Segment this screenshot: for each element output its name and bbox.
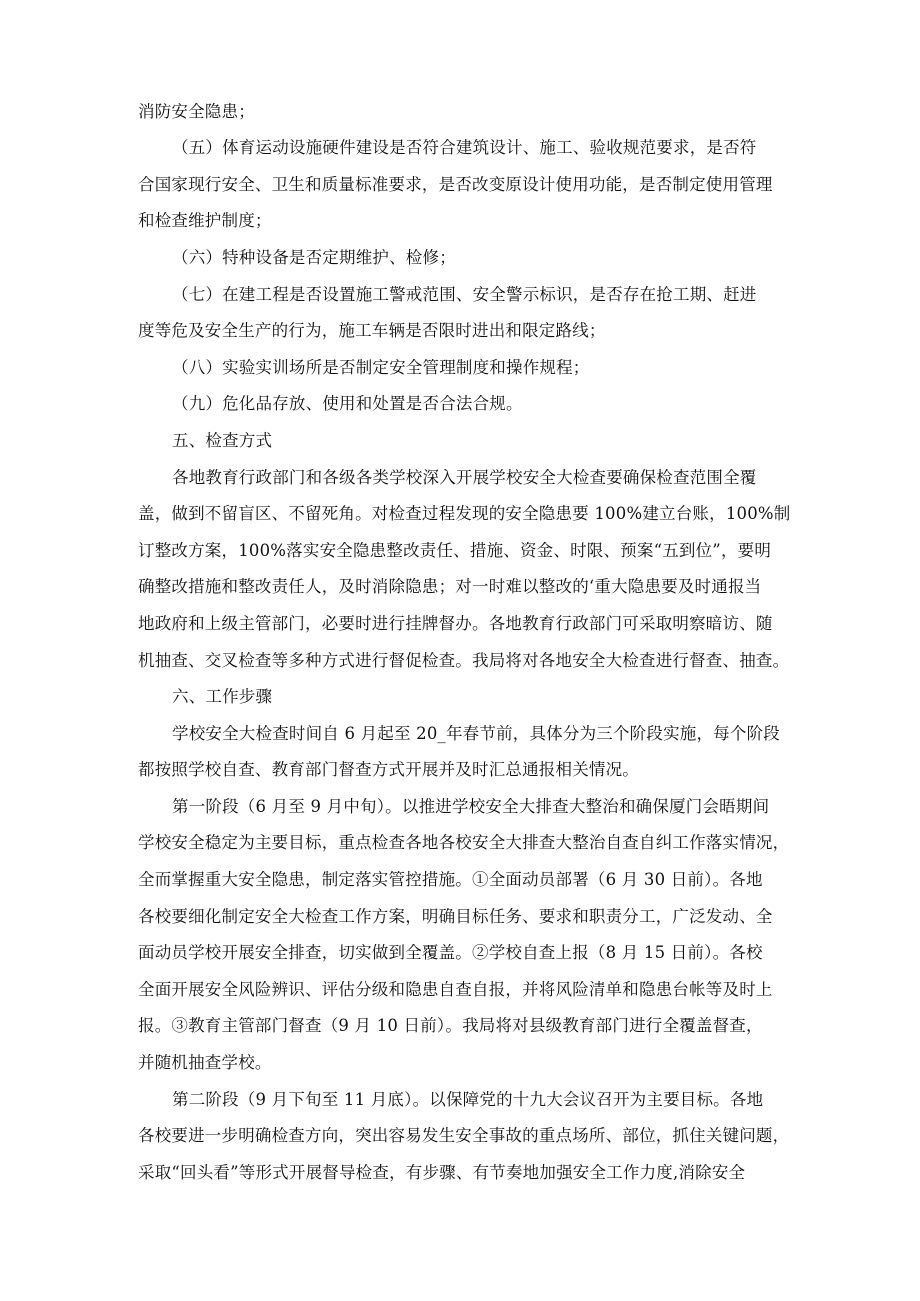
text-line: 学校安全大检查时间自 6 月起至 20_年春节前，具体分为三个阶段实施，每个阶段 [172, 724, 780, 743]
section-heading: 六、工作步骤 [172, 687, 273, 706]
text-line: 全面开展安全风险辨识、评估分级和隐患自查自报，并将风险清单和隐患台帐等及时上 [138, 980, 773, 999]
text-line: 采取“回头看”等形式开展督导检查，有步骤、有节奏地加强安全工作力度,消除安全 [138, 1163, 746, 1182]
section-heading: 五、检查方式 [172, 431, 273, 450]
text-line: 合国家现行安全、卫生和质量标准要求，是否改变原设计使用功能，是否制定使用管理 [138, 175, 773, 194]
text-line: 都按照学校自查、教育部门督查方式开展并及时汇总通报相关情况。 [138, 760, 639, 779]
text-line: 和检查维护制度； [138, 211, 272, 230]
text-line: 学校安全稳定为主要目标，重点检查各地各校安全大排查大整治自查自纠工作落实情况， [138, 833, 790, 852]
text-line: （八）实验实训场所是否制定安全管理制度和操作规程； [172, 358, 590, 377]
text-line: 各校要进一步明确检查方向，突出容易发生安全事故的重点场所、部位，抓住关键问题， [138, 1126, 790, 1145]
text-line: 订整改方案，100%落实安全隐患整改责任、措施、资金、时限、预案“五到位”，要明 [138, 541, 772, 560]
text-line: 确整改措施和整改责任人，及时消除隐患；对一时难以整改的‘重大隐患要及时通报当 [138, 577, 762, 596]
text-line: （九）危化品存放、使用和处置是否合法合规。 [172, 394, 523, 413]
text-line: （六）特种设备是否定期维护、检修； [172, 248, 456, 267]
text-line: 各地教育行政部门和各级各类学校深入开展学校安全大检查要确保检查范围全覆 [172, 468, 757, 487]
text-line: 盖，做到不留盲区、不留死角。对检查过程发现的安全隐患要 100%建立台账，100%制 [138, 504, 791, 523]
text-line: 地政府和上级主管部门，必要时进行挂牌督办。各地教育行政部门可采取明察暗访、随 [138, 614, 773, 633]
text-line: 报。③教育主管部门督查（9 月 10 日前）。我局将对县级教育部门进行全覆盖督查， [138, 1016, 763, 1035]
text-line: 度等危及安全生产的行为，施工车辆是否限时进出和限定路线； [138, 321, 606, 340]
text-line: 消防安全隐患； [138, 102, 255, 121]
text-line: 第二阶段（9 月下旬至 11 月底）。以保障党的十九大会议召开为主要目标。各地 [172, 1090, 764, 1109]
text-line: 各校要细化制定安全大检查工作方案，明确目标任务、要求和职责分工，广泛发动、全 [138, 907, 773, 926]
text-line: 并随机抽查学校。 [138, 1053, 272, 1072]
text-line: （五）体育运动设施硬件建设是否符合建筑设计、施工、验收规范要求，是否符 [172, 138, 757, 157]
text-line: 全而掌握重大安全隐患，制定落实管控措施。①全面动员部署（6 月 30 日前）。各地 [138, 870, 763, 889]
text-line: （七）在建工程是否设置施工警戒范围、安全警示标识，是否存在抢工期、赶进 [172, 285, 757, 304]
text-line: 第一阶段（6 月至 9 月中旬）。以推进学校安全大排查大整治和确保厦门会晤期间 [172, 797, 770, 816]
text-line: 面动员学校开展安全排查，切实做到全覆盖。②学校自查上报（8 月 15 日前）。各校 [138, 943, 763, 962]
text-line: 机抽查、交叉检查等多种方式进行督促检查。我局将对各地安全大检查进行督查、抽查。 [138, 651, 790, 670]
